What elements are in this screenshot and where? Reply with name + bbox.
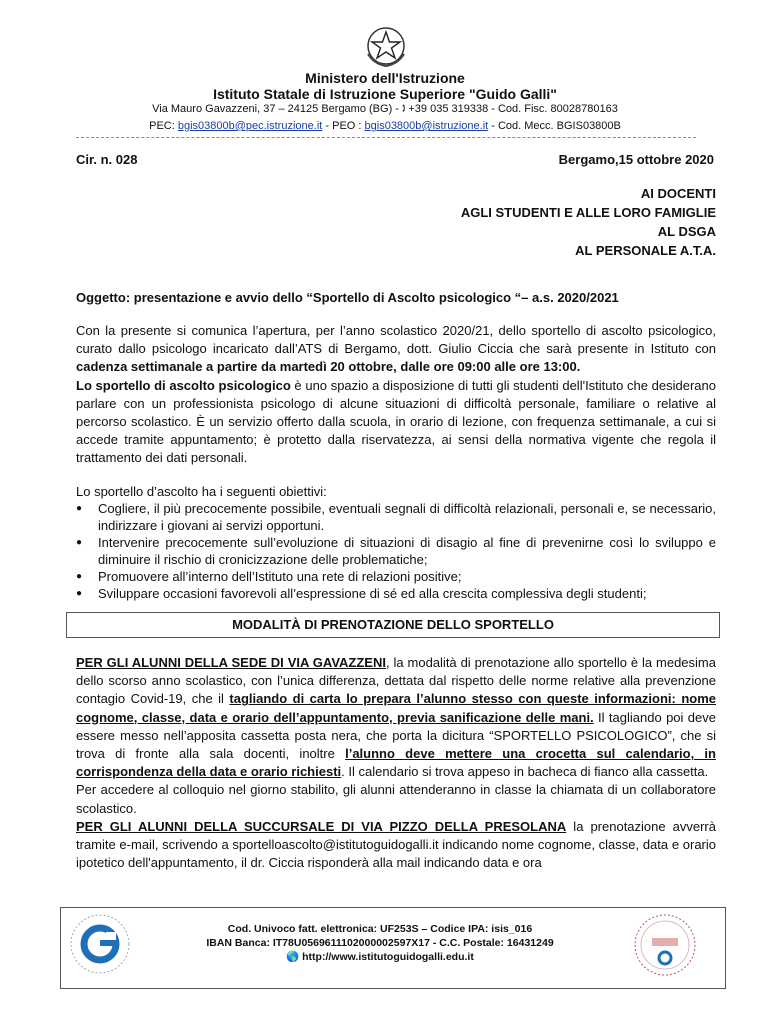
ministry-title: Ministero dell'Istruzione bbox=[305, 70, 465, 86]
heading-underlined: PER GLI ALUNNI DELLA SEDE DI VIA GAVAZZENI bbox=[76, 655, 386, 670]
booking-paragraph-main bbox=[76, 654, 716, 781]
booking-paragraph-collaborator: Per accedere al colloquio nel giorno stabilito, gli alunni attenderanno in classe la chiamata di un collaboratore scolastico. bbox=[76, 782, 716, 816]
list-item: ● Intervenire precocemente sull’evoluzione di situazioni di disagio al fine di prevenirne così lo sviluppo e diminuire il rischio di cronicizzazione delle problematiche; bbox=[76, 534, 716, 568]
recipient: AI DOCENTI bbox=[640, 186, 716, 201]
instruction-underlined: l’alunno deve mettere una crocetta sul calendario, in corrispondenza della data e orario richiesti bbox=[76, 746, 716, 780]
contacts-line bbox=[0, 120, 770, 132]
institute-title: Istituto Statale di Istruzione Superiore "Guido Galli" bbox=[213, 86, 557, 102]
text-span: Con la presente si comunica l’apertura, per l’anno scolastico 2020/21, dello sportello di ascolto psicologico, curato dallo psicologo incaricato dall’ATS di Bergamo, dott. Giulio Ciccia che sarà presente in Istituto con bbox=[76, 323, 716, 357]
service-name-bold: Lo sportello di ascolto psicologico bbox=[76, 377, 291, 393]
footer-text bbox=[140, 922, 620, 964]
text-span: . Il calendario si trova appeso in bacheca di fianco alla cassetta. bbox=[341, 764, 709, 780]
objectives-list bbox=[76, 500, 716, 602]
header-divider bbox=[76, 137, 696, 138]
footer-line-website[interactable]: 🌎 http://www.istitutoguidogalli.edu.it bbox=[286, 951, 474, 963]
cerea-logo-icon bbox=[630, 910, 700, 980]
heading-underlined: PER GLI ALUNNI DELLA SUCCURSALE DI VIA PIZZO DELLA PRESOLANA bbox=[76, 818, 567, 834]
list-item: ● Sviluppare occasioni favorevoli all’espressione di sé ed alla crescita complessiva degli studenti; bbox=[76, 585, 716, 602]
pec-email-link[interactable]: bgis03800b@pec.istruzione.it bbox=[177, 120, 323, 132]
recipient: AL PERSONALE A.T.A. bbox=[575, 243, 716, 258]
circular-date: Bergamo,15 ottobre 2020 bbox=[558, 152, 714, 167]
text-span: , la modalità di prenotazione allo sportello è la medesima dello scorso anno scolastico, con l’unica differenza, dettata dal rispetto delle norme relative alla prevenzione contagio Covid-19, che il bbox=[76, 655, 716, 707]
footer-line-invoice: Cod. Univoco fatt. elettronica: UF253S – Codice IPA: isis_016 bbox=[227, 923, 533, 935]
list-item: ● Cogliere, il più precocemente possibile, eventuali segnali di difficoltà relazionali, personali e, se necessario, indirizzare i giovani ai servizi opportuni. bbox=[76, 500, 716, 534]
pec-label: PEC: bbox=[149, 120, 178, 132]
section-title-box: MODALITÀ DI PRENOTAZIONE DELLO SPORTELLO bbox=[66, 612, 720, 638]
footer-line-iban: IBAN Banca: IT78U0569611102000002597X17 - C.C. Postale: 16431249 bbox=[206, 937, 554, 949]
instruction-underlined: tagliando di carta lo prepara l’alunno stesso con queste informazioni: nome cognome, classe, data e orario dell’appuntamento, previa sanificazione delle mani. bbox=[76, 691, 716, 725]
text-span: Il tagliando poi deve essere messo nell’apposita cassetta posta nera, che porta la dicitura “SPORTELLO PSICOLOGICO”, che si trova di fronte alla sala docenti, inoltre bbox=[76, 709, 716, 762]
objectives-intro: Lo sportello d’ascolto ha i seguenti obiettivi: bbox=[76, 484, 327, 499]
school-logo-icon bbox=[68, 912, 132, 976]
address-line: Via Mauro Gavazzeni, 37 – 24125 Bergamo (BG) - 🕽 +39 035 319338 - Cod. Fisc. 80028780163 bbox=[152, 103, 618, 115]
intro-paragraph bbox=[76, 322, 716, 468]
text-span: è uno spazio a disposizione di tutti gli studenti dell'Istituto che desiderano parlare con un professionista psicologo di alcune situazioni di difficoltà personale, familiare o relative al percorso scolastico. È un servizio offerto dalla scuola, in orario di lezione, con frequenza settimanale, a cui si accede tramite appuntamento; è protetto dalla riservatezza, ai sensi della normativa vigente che regola il trattamento dei dati personali. bbox=[76, 377, 716, 466]
republic-emblem-icon bbox=[364, 24, 408, 68]
subject-line: Oggetto: presentazione e avvio dello “Sportello di Ascolto psicologico “– a.s. 2020/2021 bbox=[76, 290, 619, 305]
mecc-code: - Cod. Mecc. BGIS03800B bbox=[488, 120, 621, 132]
peo-email-link[interactable]: bgis03800b@istruzione.it bbox=[364, 120, 489, 132]
booking-section bbox=[76, 654, 716, 872]
peo-label: - PEO : bbox=[322, 120, 365, 132]
recipient: AGLI STUDENTI E ALLE LORO FAMIGLIE bbox=[460, 205, 716, 220]
circular-number: Cir. n. 028 bbox=[76, 152, 138, 167]
text-span: la prenotazione avverrà tramite e-mail, scrivendo a sportelloascolto@istitutoguidogalli.it indicando nome cognome, classe, data e orario ipotetico dell'appuntamento, il dr. Ciccia risponderà alla mail indicando data e ora bbox=[76, 818, 716, 871]
booking-paragraph-branch bbox=[76, 818, 716, 873]
recipient: AL DSGA bbox=[657, 224, 716, 239]
list-item: ● Promuovere all’interno dell’Istituto una rete di relazioni positive; bbox=[76, 568, 716, 585]
schedule-bold: cadenza settimanale a partire da martedì 20 ottobre, dalle ore 09:00 alle ore 13:00. bbox=[76, 359, 581, 375]
recipients-block bbox=[461, 184, 716, 260]
